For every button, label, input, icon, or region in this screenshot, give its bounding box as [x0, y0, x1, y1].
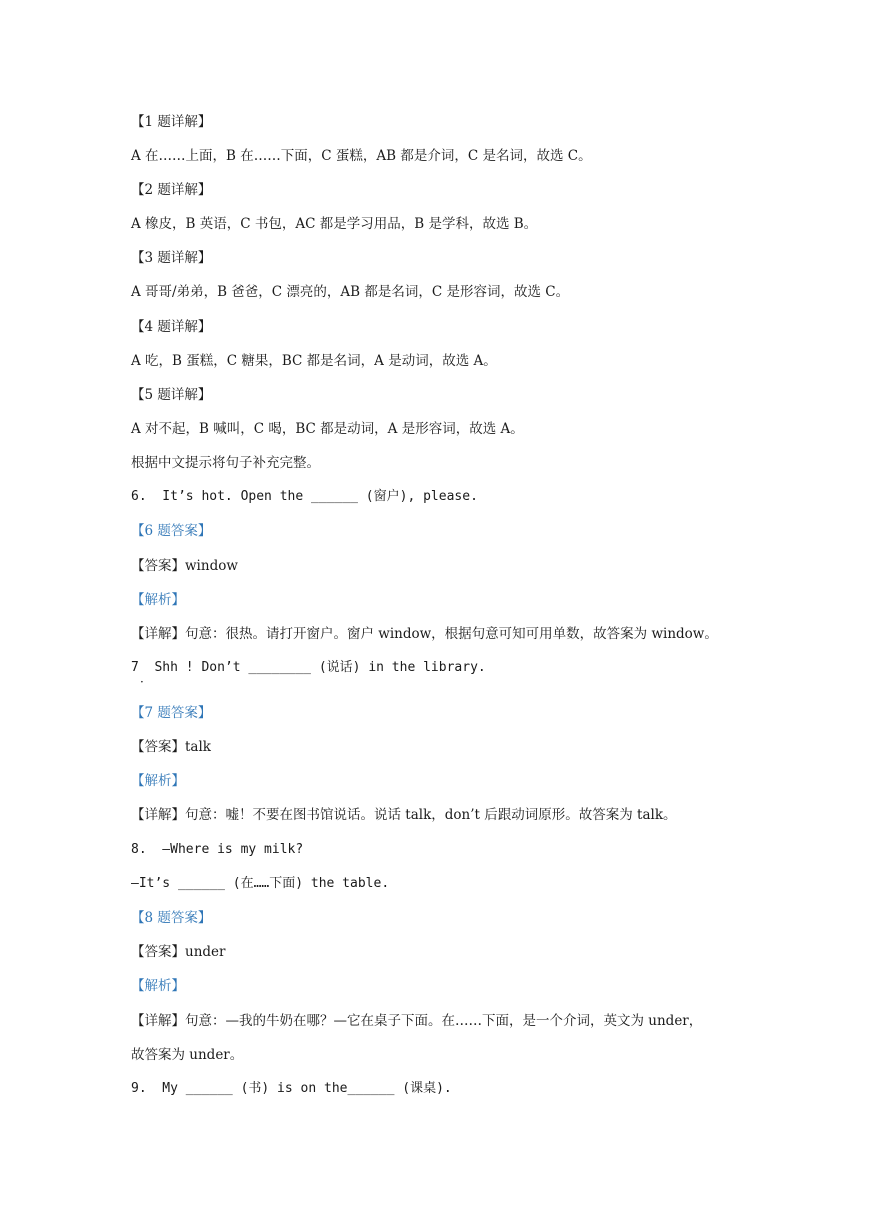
- section-instruction: 根据中文提示将句子补充完整。: [131, 455, 320, 471]
- question-7: 7 Shh ! Don’t ________ (说话) in the library.: [131, 660, 486, 675]
- q6-answer-heading: 【6 题答案】: [131, 523, 212, 539]
- q8-explanation-line1: 【详解】句意：—我的牛奶在哪？—它在桌子下面。在……下面，是一个介词，英文为 under，: [131, 1013, 703, 1029]
- q6-answer: 【答案】window: [131, 558, 238, 574]
- question-9: 9. My ______ (书) is on the______ (课桌).: [131, 1081, 452, 1096]
- q8-analysis-heading: 【解析】: [131, 978, 185, 994]
- q8-answer-heading: 【8 题答案】: [131, 910, 212, 926]
- question-8-line1: 8. —Where is my milk?: [131, 842, 304, 857]
- stray-dot: ·: [140, 675, 144, 689]
- q8-explanation-line2: 故答案为 under。: [131, 1047, 244, 1063]
- q2-explanation-heading: 【2 题详解】: [131, 182, 212, 198]
- q7-explanation: 【详解】句意：嘘！不要在图书馆说话。说话 talk，don’t 后跟动词原形。故答案为 talk。: [131, 807, 677, 823]
- q6-analysis-heading: 【解析】: [131, 592, 185, 608]
- q7-analysis-heading: 【解析】: [131, 773, 185, 789]
- q7-answer-heading: 【7 题答案】: [131, 705, 212, 721]
- q6-explanation: 【详解】句意：很热。请打开窗户。窗户 window，根据句意可知可用单数，故答案为 window。: [131, 626, 718, 642]
- q3-explanation-heading: 【3 题详解】: [131, 250, 212, 266]
- q5-explanation-heading: 【5 题详解】: [131, 387, 212, 403]
- q5-explanation-text: A 对不起，B 喊叫，C 喝，BC 都是动词，A 是形容词，故选 A。: [131, 421, 524, 437]
- q1-explanation-heading: 【1 题详解】: [131, 114, 212, 130]
- q8-answer: 【答案】under: [131, 944, 226, 960]
- q7-answer: 【答案】talk: [131, 739, 211, 755]
- q2-explanation-text: A 橡皮，B 英语，C 书包，AC 都是学习用品，B 是学科，故选 B。: [131, 216, 538, 232]
- question-6: 6. It’s hot. Open the ______ (窗户), please.: [131, 489, 478, 504]
- question-8-line2: —It’s ______ (在……下面) the table.: [131, 876, 390, 891]
- q3-explanation-text: A 哥哥/弟弟，B 爸爸，C 漂亮的，AB 都是名词，C 是形容词，故选 C。: [131, 284, 570, 300]
- q4-explanation-text: A 吃，B 蛋糕，C 糖果，BC 都是名词，A 是动词，故选 A。: [131, 353, 497, 369]
- q1-explanation-text: A 在……上面，B 在……下面，C 蛋糕，AB 都是介词，C 是名词，故选 C。: [131, 148, 592, 164]
- q4-explanation-heading: 【4 题详解】: [131, 319, 212, 335]
